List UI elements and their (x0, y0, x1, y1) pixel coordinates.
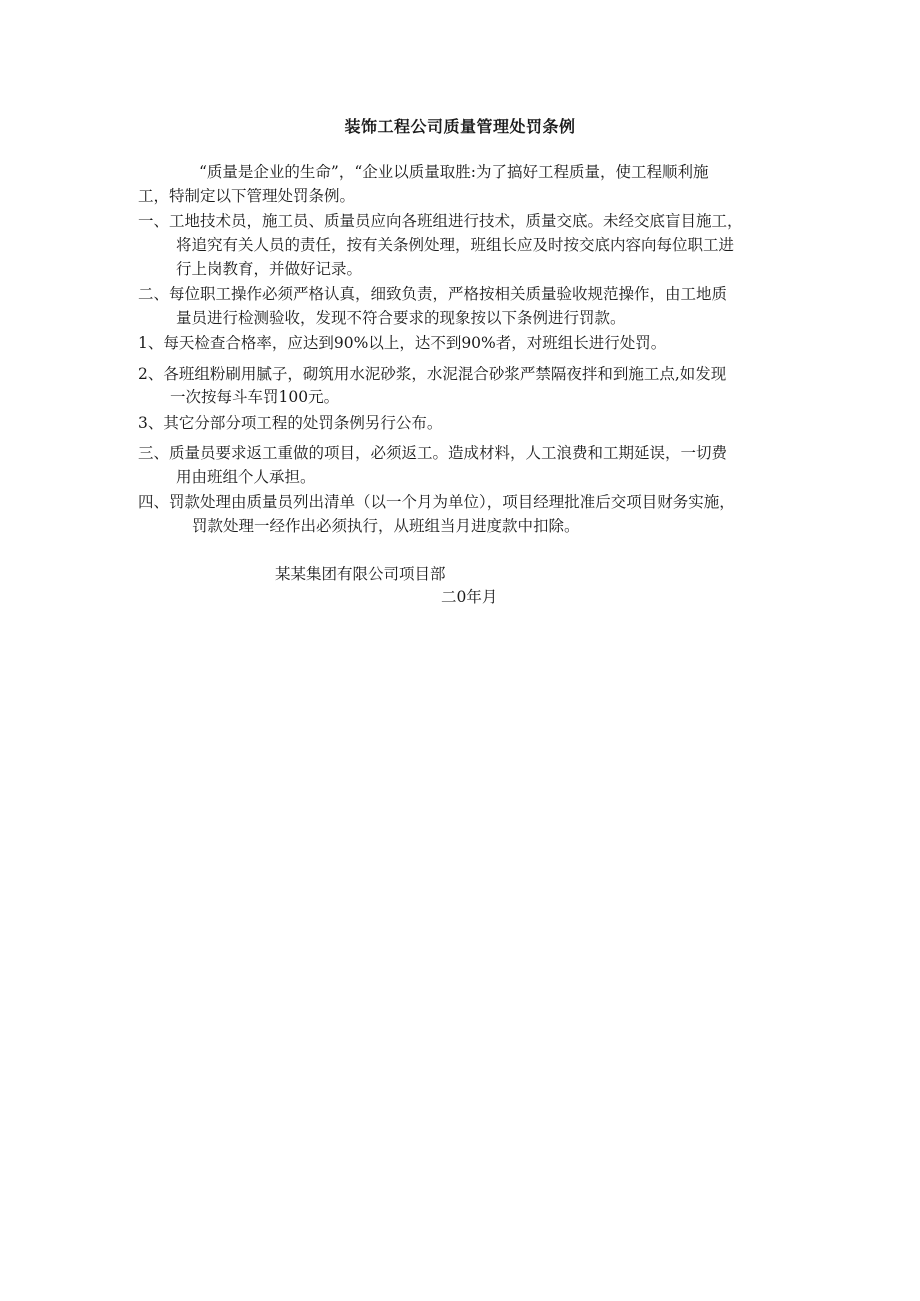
document-title: 装饰工程公司质量管理处罚条例 (344, 117, 576, 136)
item-4-line-1: 四、罚款处理由质量员列出清单（以一个月为单位），项目经理批准后交项目财务实施， (138, 493, 735, 511)
sub-item-2-line-2: 一次按每斗车罚100元。 (170, 388, 340, 406)
sub-item-1-line-1: 1、每天检查合格率，应达到90%以上，达不到90%者，对班组长进行处罚。 (138, 334, 667, 352)
signature-organization: 某某集团有限公司项目部 (275, 565, 446, 583)
item-1-line-3: 行上岗教育，并做好记录。 (176, 260, 363, 278)
item-1-line-2: 将追究有关人员的责任，按有关条例处理，班组长应及时按交底内容向每位职工进 (176, 236, 735, 254)
sub-item-3-line-1: 3、其它分部分项工程的处罚条例另行公布。 (138, 414, 443, 432)
item-2-line-2: 量员进行检测验收，发现不符合要求的现象按以下条例进行罚款。 (176, 309, 626, 327)
item-3-line-1: 三、质量员要求返工重做的项目，必须返工。造成材料，人工浪费和工期延误，一切费 (138, 444, 728, 462)
intro-line-2: 工，特制定以下管理处罚条例。 (138, 187, 356, 205)
intro-line-1: “质量是企业的生命”，“企业以质量取胜:为了搞好工程质量，使工程顺利施 (199, 163, 709, 181)
item-3-line-2: 用由班组个人承担。 (176, 468, 316, 486)
item-4-line-2: 罚款处理一经作出必须执行，从班组当月进度款中扣除。 (192, 517, 580, 535)
signature-date: 二0年月 (441, 588, 498, 606)
sub-item-2-line-1: 2、各班组粉刷用腻子，砌筑用水泥砂浆，水泥混合砂浆严禁隔夜拌和到施工点,如发现 (138, 365, 727, 383)
item-2-line-1: 二、每位职工操作必须严格认真，细致负责，严格按相关质量验收规范操作，由工地质 (138, 285, 728, 303)
item-1-line-1: 一、工地技术员，施工员、质量员应向各班组进行技术，质量交底。未经交底盲目施工， (138, 212, 743, 230)
